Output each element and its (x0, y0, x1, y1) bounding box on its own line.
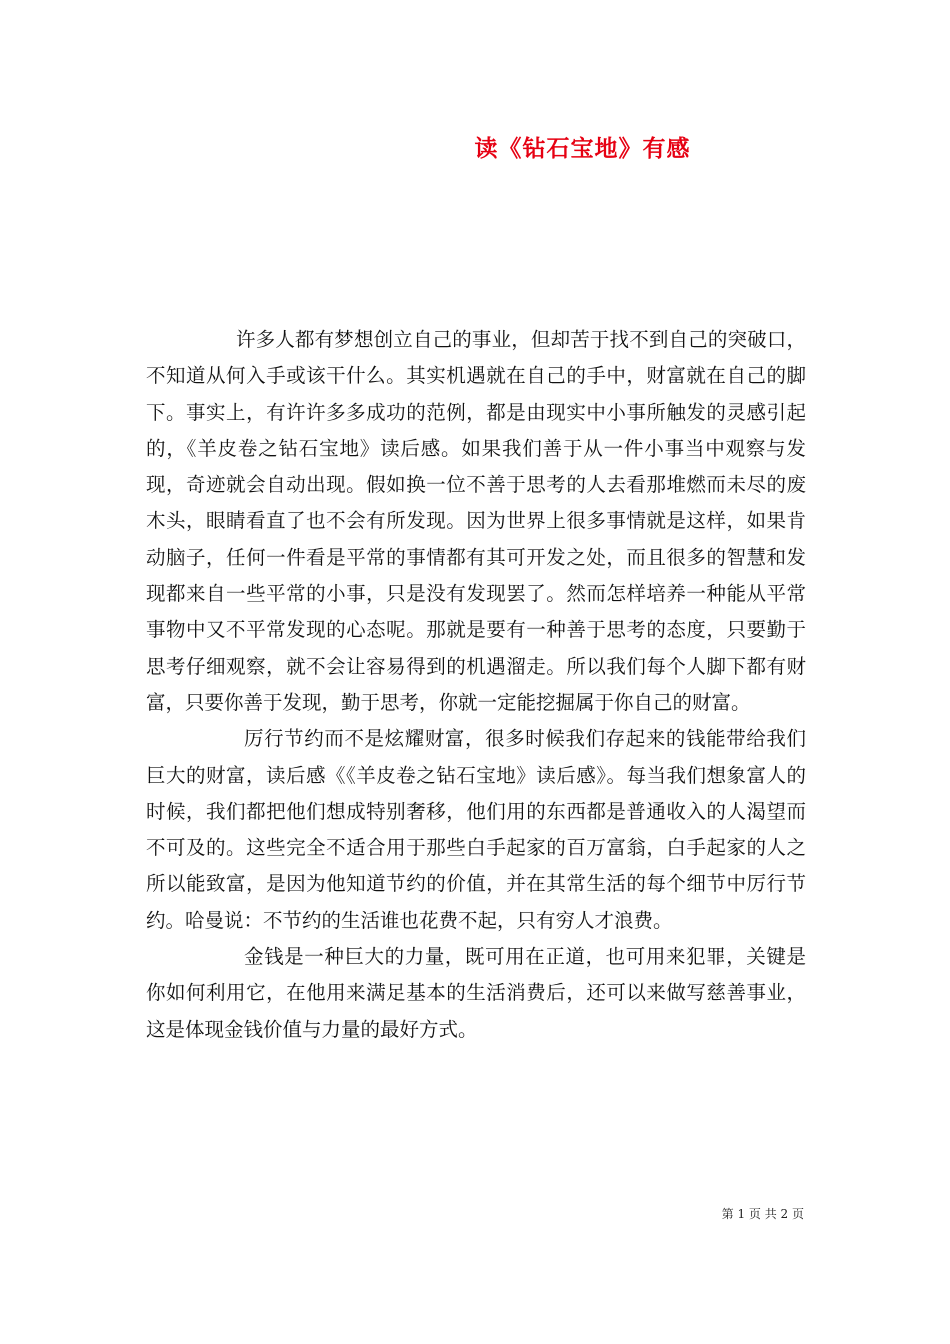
page-number: 第 1 页 共 2 页 (721, 1207, 804, 1221)
document-body (146, 322, 806, 1048)
paragraph-1: 许多人都有梦想创立自己的事业，但却苦于找不到自己的突破口，不知道从何入手或该干什么。其实机遇就在自己的手中，财富就在自己的脚下。事实上，有许许多多成功的范例，都是由现实中小事所触发的灵感引起的，《羊皮卷之钻石宝地》读后感。如果我们善于从一件小事当中观察与发现，奇迹就会自动出现。假如换一位不善于思考的人去看那堆燃而未尽的废木头，眼睛看直了也不会有所发现。因为世界上很多事情就是这样，如果肯动脑子，任何一件看是平常的事情都有其可开发之处，而且很多的智慧和发现都来自一些平常的小事，只是没有发现罢了。然而怎样培养一种能从平常事物中又不平常发现的心态呢。那就是要有一种善于思考的态度，只要勤于思考仔细观察，就不会让容易得到的机遇溜走。所以我们每个人脚下都有财富，只要你善于发现，勤于思考，你就一定能挖掘属于你自己的财富。 (146, 328, 806, 714)
paragraph-2: 厉行节约而不是炫耀财富，很多时候我们存起来的钱能带给我们巨大的财富，读后感《《羊皮卷之钻石宝地》读后感》。每当我们想象富人的时候，我们都把他们想成特别奢移，他们用的东西都是普通收入的人渴望而不可及的。这些完全不适合用于那些白手起家的百万富翁，白手起家的人之所以能致富，是因为他知道节约的价值，并在其常生活的每个细节中厉行节约。哈曼说：不节约的生活谁也花费不起，只有穷人才浪费。 (146, 727, 806, 932)
page-title: 读《钻石宝地》有感 (474, 135, 691, 162)
paragraph-3: 金钱是一种巨大的力量，既可用在正道，也可用来犯罪，关键是你如何利用它，在他用来满足基本的生活消费后，还可以来做写慈善事业，这是体现金钱价值与力量的最好方式。 (146, 945, 806, 1041)
